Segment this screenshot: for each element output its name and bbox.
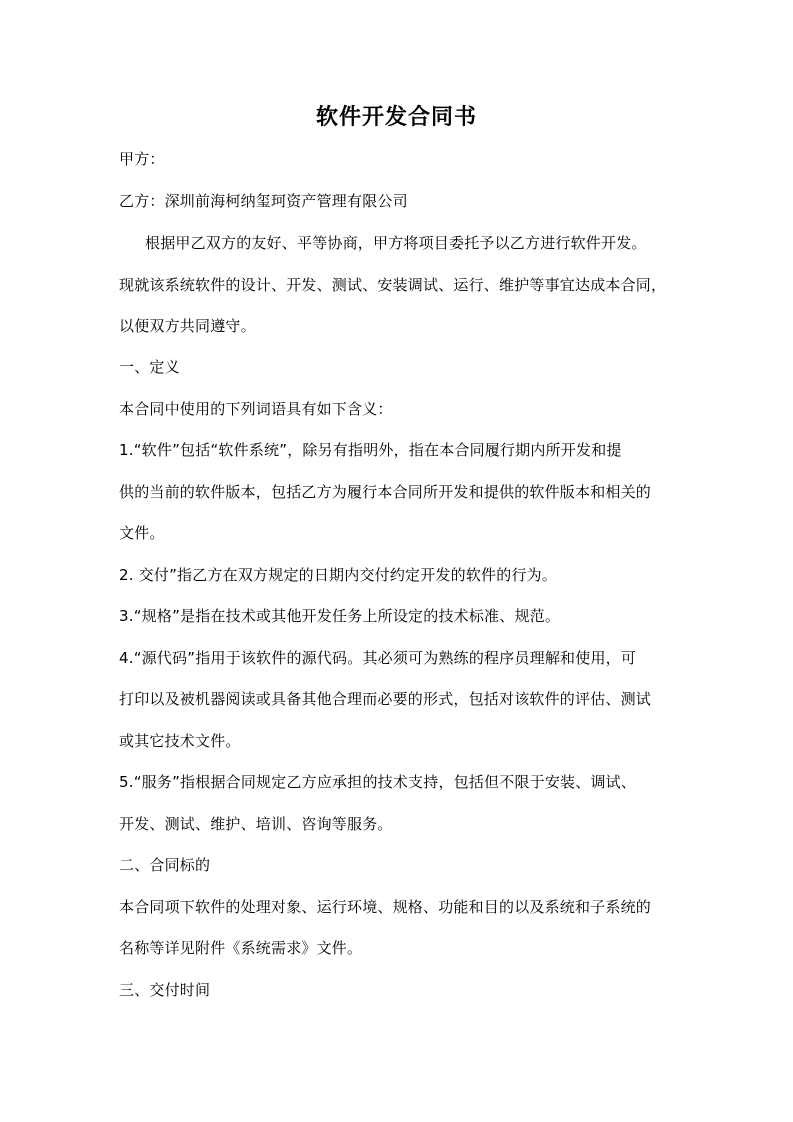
definition-line-8: 或其它技术文件。 [119,732,241,750]
section-1-heading: 一、定义 [119,358,180,376]
document-title: 软件开发合同书 [315,104,477,130]
section-3-heading: 三、交付时间 [119,981,211,999]
preamble-line-1: 根据甲乙双方的友好、平等协商，甲方将项目委托予以乙方进行软件开发。 [145,234,647,252]
definition-line-2: 供的当前的软件版本，包括乙方为履行本合同所开发和提供的软件版本和相关的 [119,483,652,501]
definition-line-4: 2. 交付”指乙方在双方规定的日期内交付约定开发的软件的行为。 [119,566,558,584]
definition-line-3: 文件。 [119,524,165,542]
definition-line-1: 1.“软件”包括“软件系统”，除另有指明外，指在本合同履行期内所开发和提 [119,441,622,459]
party-b-line: 乙方：深圳前海柯纳玺珂资产管理有限公司 [119,192,408,210]
preamble-line-3: 以便双方共同遵守。 [119,317,256,335]
section-1-intro: 本合同中使用的下列词语具有如下含义： [119,400,393,418]
definition-line-7: 打印以及被机器阅读或具备其他合理而必要的形式，包括对该软件的评估、测试 [119,690,652,708]
definition-line-9: 5.“服务”指根据合同规定乙方应承担的技术支持，包括但不限于安装、调试、 [119,773,637,791]
party-a-line: 甲方： [119,150,165,168]
section-2-body-line-2: 名称等详见附件《系统需求》文件。 [119,939,363,957]
section-2-heading: 二、合同标的 [119,856,211,874]
definition-line-6: 4.“源代码”指用于该软件的源代码。其必须可为熟练的程序员理解和使用，可 [119,649,637,667]
definition-line-10: 开发、测试、维护、培训、咨询等服务。 [119,815,393,833]
section-2-body-line-1: 本合同项下软件的处理对象、运行环境、规格、功能和目的以及系统和子系统的 [119,898,652,916]
preamble-line-2: 现就该系统软件的设计、开发、测试、安装调试、运行、维护等事宜达成本合同， [119,276,667,294]
definition-line-5: 3.“规格”是指在技术或其他开发任务上所设定的技术标准、规范。 [119,607,561,625]
